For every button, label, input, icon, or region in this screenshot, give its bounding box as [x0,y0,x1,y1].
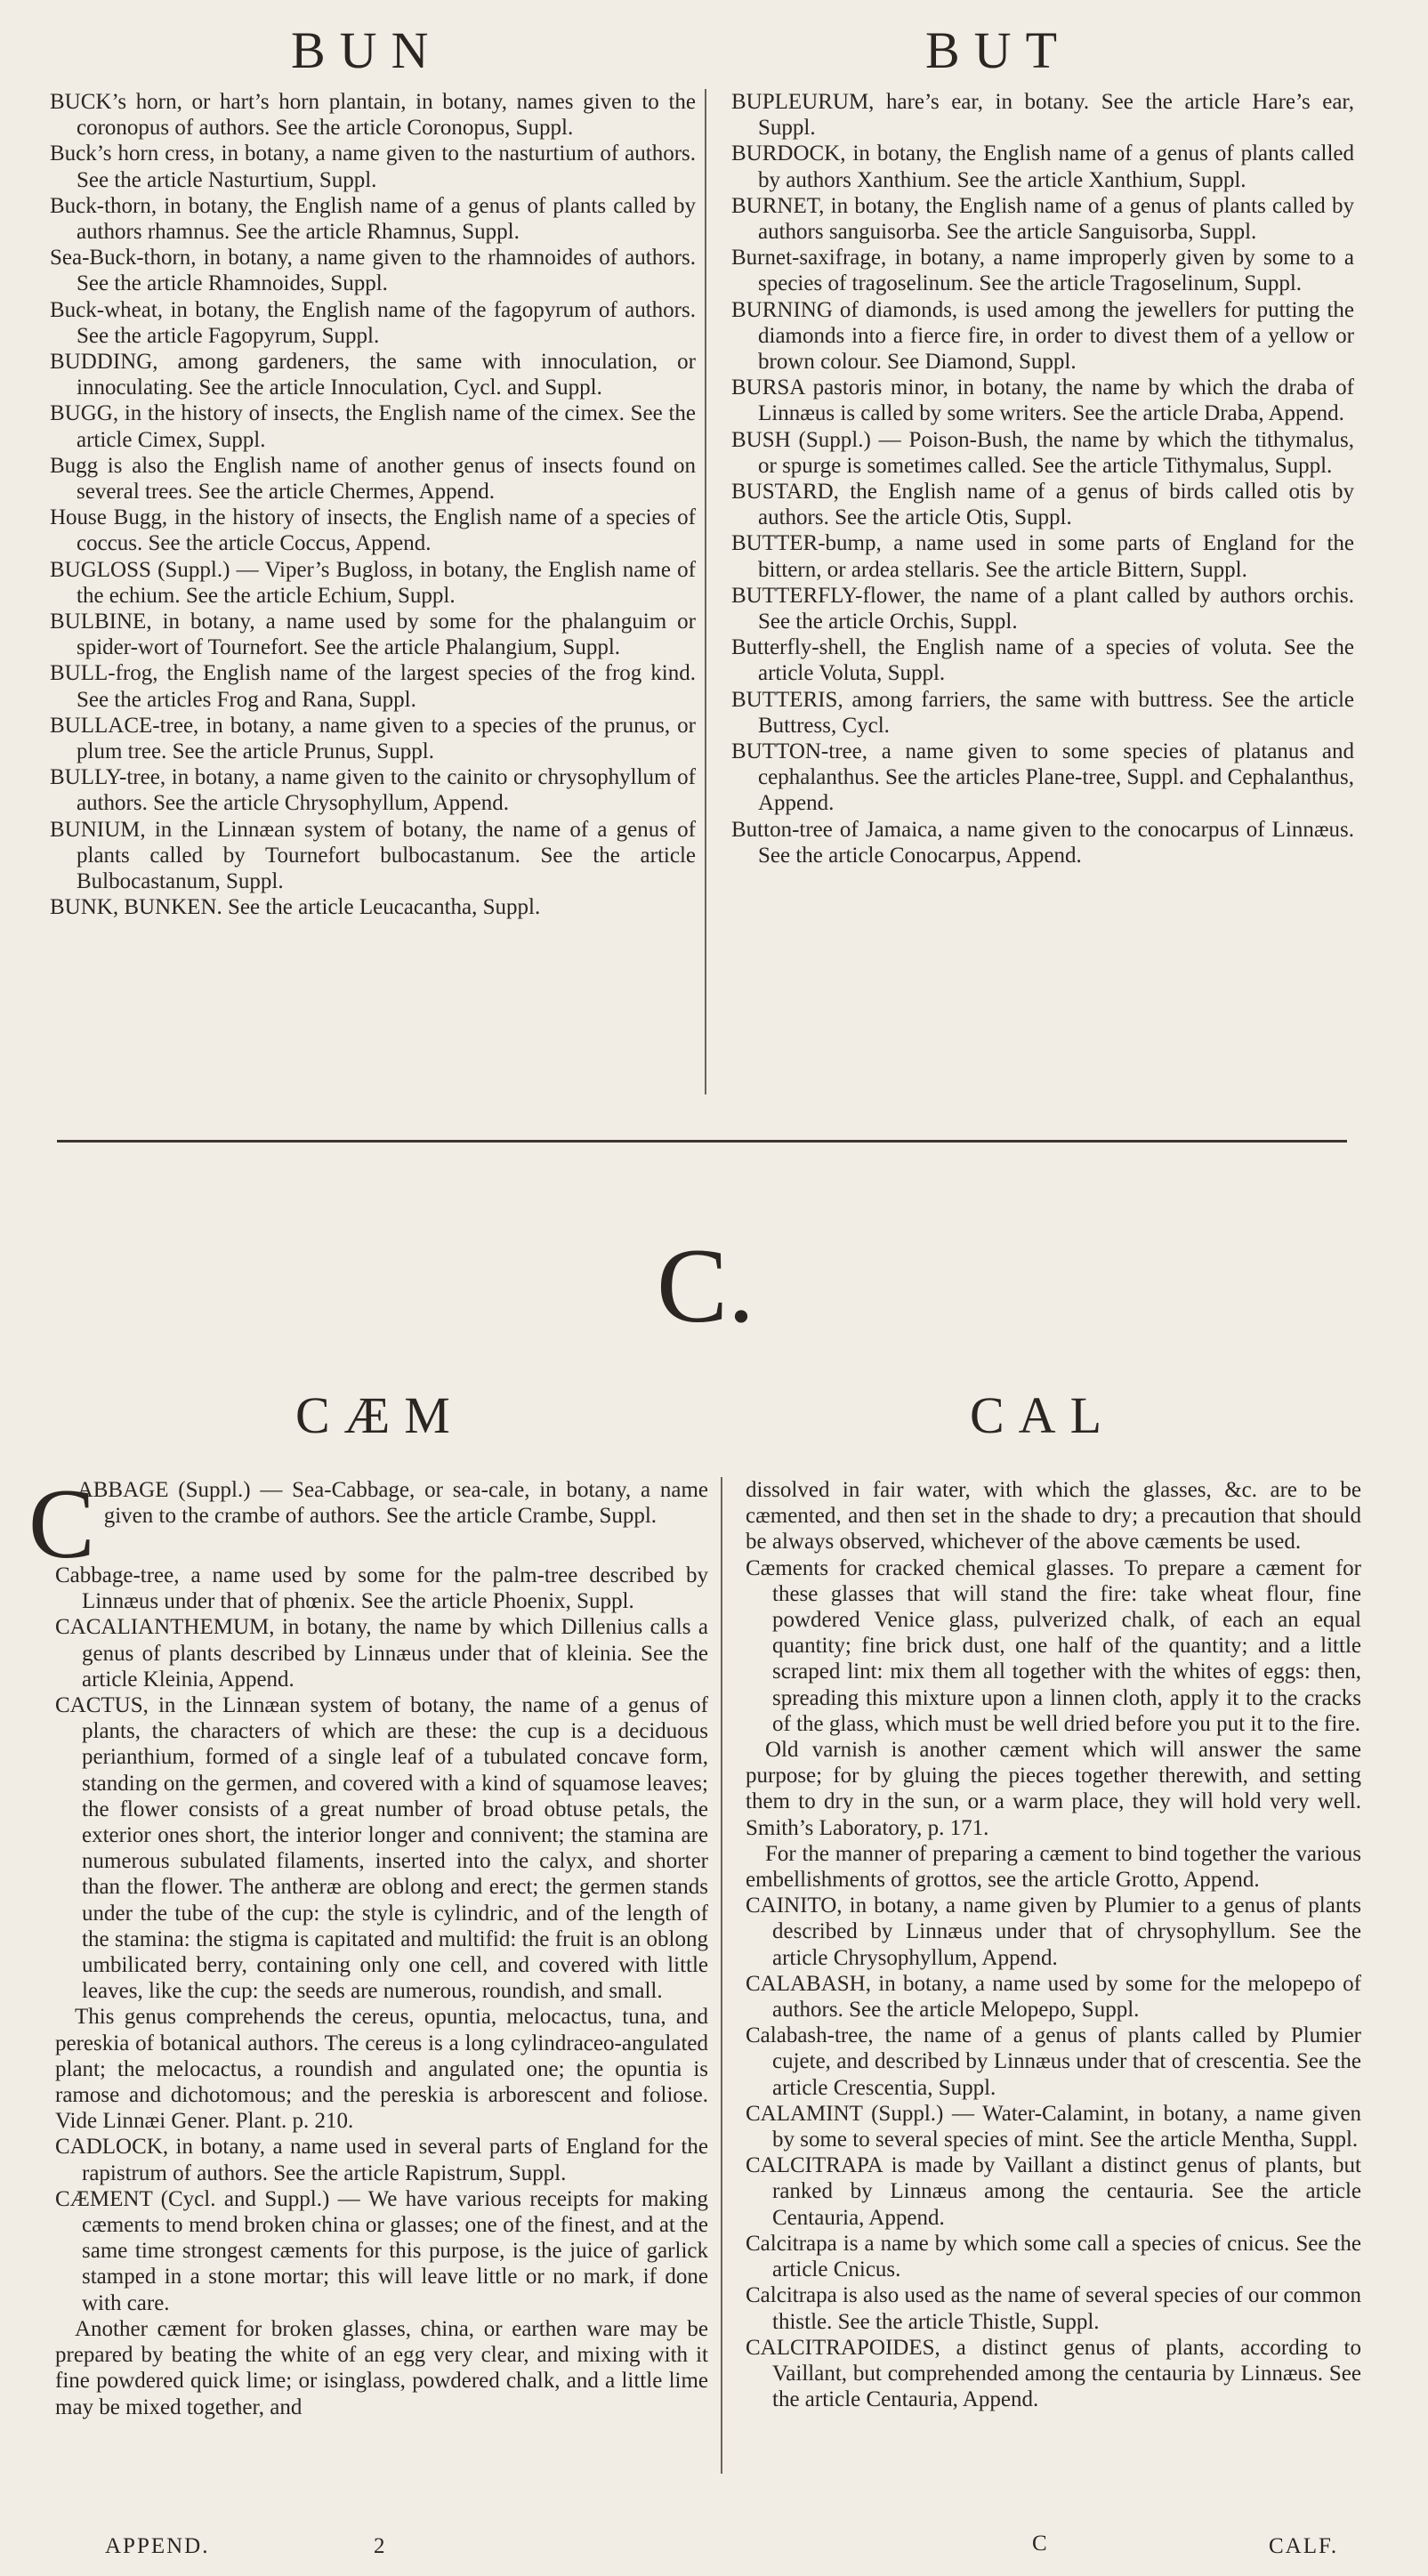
entry: Butterfly-shell, the English name of a species of voluta. See the article Voluta, Suppl. [731,635,1354,686]
entry: BUCK’s horn, or hart’s horn plantain, in botany, names given to the coronopus of authors. See the article Coronopus, Suppl. [50,90,696,141]
entry: CADLOCK, in botany, a name used in several parts of England for the rapistrum of authors. See the article Rapistrum, Suppl. [55,2135,708,2185]
entry: Cabbage-tree, a name used by some for the palm-tree described by Linnæus under that of phœnix. See the article Phoenix, Suppl. [55,1563,708,1614]
entry: House Bugg, in the history of insects, the English name of a species of coccus. See the article Coccus, Append. [50,505,696,556]
page-number: 2 [374,2534,387,2558]
top-left-column [50,89,696,921]
entry: BURDOCK, in botany, the English name of a genus of plants called by authors Xanthium. See the article Xanthium, Suppl. [731,141,1354,192]
top-right-column [731,89,1354,868]
catchword: CALF. [1269,2534,1339,2558]
entry: Buck’s horn cress, in botany, a name given to the nasturtium of authors. See the article Nasturtium, Suppl. [50,141,696,192]
entry: Calcitrapa is also used as the name of several species of our common thistle. See the article Thistle, Suppl. [746,2283,1361,2334]
entry: BUTTERFLY-flower, the name of a plant called by authors orchis. See the article Orchis, Suppl. [731,583,1354,634]
entry: CALABASH, in botany, a name used by some for the melopepo of authors. See the article Melopepo, Suppl. [746,1971,1361,2023]
paragraph: dissolved in fair water, with which the glasses, &c. are to be cæmented, and then set in the shade to dry; a precaution that should be always observed, whichever of the above cæments be used. [746,1478,1361,1554]
entry: CALCITRAPA is made by Vaillant a distinct genus of plants, but ranked by Linnæus among the centauria. See the article Centauria, Append. [746,2153,1361,2230]
entry: CACTUS, in the Linnæan system of botany, the name of a genus of plants, the characters of which are these: the cup is a deciduous perianthium, formed of a single leaf of a tubulated concave form, standing on the germen, and covered with a kind of squamose leaves; the flower consists of a great number of broad obtuse petals, the exterior ones short, the interior longer and connivent; the stamina are numerous subulated filaments, inserted into the calyx, and shorter than the flower. The antheræ are oblong and erect; the germen stands under the tube of the cup: the style is cylindric, and of the length of the stamina: the stigma is capitated and multifid: the fruit is an oblong umbilicated berry, containing only one cell, and covered with little leaves, like the cup: the seeds are numerous, roundish, and small. [55,1693,708,2004]
entry: Button-tree of Jamaica, a name given to the conocarpus of Linnæus. See the article Conocarpus, Append. [731,817,1354,868]
entry: Bugg is also the English name of another genus of insects found on several trees. See the article Chermes, Append. [50,453,696,505]
entry: BURNET, in botany, the English name of a genus of plants called by authors sanguisorba. See the article Sanguisorba, Suppl. [731,193,1354,245]
entry: Sea-Buck-thorn, in botany, a name given to the rhamnoides of authors. See the article Rhamnoides, Suppl. [50,246,696,296]
entry: BULL-frog, the English name of the largest species of the frog kind. See the articles Frog and Rana, Suppl. [50,661,696,712]
section-rule [57,1140,1347,1143]
bottom-right-column [746,1477,1361,2412]
entry: Calcitrapa is a name by which some call a species of cnicus. See the article Cnicus. [746,2231,1361,2282]
entry: BULLACE-tree, in botany, a name given to a species of the prunus, or plum tree. See the article Prunus, Suppl. [50,713,696,764]
entry: Calabash-tree, the name of a genus of plants called by Plumier cujete, and described by Linnæus under that of crescentia. See the article Crescentia, Suppl. [746,2023,1361,2100]
entry: BUTTON-tree, a name given to some species of platanus and cephalanthus. See the articles Plane-tree, Suppl. and Cephalanthus, Append. [731,739,1354,816]
entry: BUTTER-bump, a name used in some parts of England for the bittern, or ardea stellaris. See the article Bittern, Suppl. [731,531,1354,582]
entry: CALCITRAPOIDES, a distinct genus of plants, according to Vaillant, but comprehended among the centauria by Linnæus. See the article Centauria, Append. [746,2335,1361,2412]
entry: BUTTERIS, among farriers, the same with buttress. See the article Buttress, Cycl. [731,687,1354,738]
paragraph: Old varnish is another cæment which will answer the same purpose; for by gluing the pieces together therewith, and setting them to dry in the sun, or a warm place, they will hold very well. Smith’s Laboratory, p. 171. [746,1738,1361,1840]
running-head-right: BUT [925,21,1071,79]
entry: BUGLOSS (Suppl.) — Viper’s Bugloss, in botany, the English name of the echium. See the article Echium, Suppl. [50,557,696,608]
entry: Buck-thorn, in botany, the English name of a genus of plants called by authors rhamnus. See the article Rhamnus, Suppl. [50,193,696,245]
entry: BUGG, in the history of insects, the English name of the cimex. See the article Cimex, Suppl. [50,401,696,452]
entry: BUSH (Suppl.) — Poison-Bush, the name by which the tithymalus, or spurge is sometimes called. See the article Tithymalus, Suppl. [731,427,1354,478]
column-divider-top [705,89,706,1094]
entry: Buck-wheat, in botany, the English name of the fagopyrum of authors. See the article Fagopyrum, Suppl. [50,297,696,348]
entry: Cæments for cracked chemical glasses. To prepare a cæment for these glasses that will stand the fire: take wheat flour, fine powdered Venice glass, pulverized chalk, of each an equal quantity; fine brick dust, one half of the quantity; and a little scraped lint: mix them all together with the whites of eggs: then, spreading this mixture upon a linnen cloth, apply it to the cracks of the glass, which must be well dried before you put it to the fire. [746,1555,1361,1736]
entry: CALAMINT (Suppl.) — Water-Calamint, in botany, a name given by some to several species of mint. See the article Mentha, Suppl. [746,2101,1361,2152]
paragraph: Another cæment for broken glasses, china, or earthen ware may be prepared by beating the white of an egg very clear, and mixing with it fine powdered quick lime; or isinglass, powdered chalk, and a little lime may be mixed together, and [55,2316,708,2419]
entry: BURSA pastoris minor, in botany, the name by which the draba of Linnæus is called by some writers. See the article Draba, Append. [731,375,1354,426]
entry: C ABBAGE (Suppl.) — Sea-Cabbage, or sea-cale, in botany, a name given to the crambe of authors. See the article Crambe, Suppl. [28,1469,708,1579]
drop-capital: C [28,1469,95,1579]
entry: BUDDING, among gardeners, the same with innoculation, or innoculating. See the article Innoculation, Cycl. and Suppl. [50,350,696,400]
running-head-right: CAL [970,1386,1116,1444]
paragraph: For the manner of preparing a cæment to bind together the various embellishments of grottos, see the article Grotto, Append. [746,1841,1361,1893]
entry: BUSTARD, the English name of a genus of birds called otis by authors. See the article Otis, Suppl. [731,480,1354,530]
entry: BURNING of diamonds, is used among the jewellers for putting the diamonds into a fierce fire, in order to divest them of a yellow or brown colour. See Diamond, Suppl. [731,297,1354,375]
entry: BUPLEURUM, hare’s ear, in botany. See the article Hare’s ear, Suppl. [731,90,1354,141]
signature-mark: APPEND. [105,2534,210,2558]
sheet-letter: C [1032,2532,1049,2556]
entry: CAINITO, in botany, a name given by Plumier to a genus of plants described by Linnæus under that of chrysophyllum. See the article Chrysophyllum, Append. [746,1894,1361,1970]
section-letter: C. [657,1226,755,1345]
entry: BULLY-tree, in botany, a name given to the cainito or chrysophyllum of authors. See the article Chrysophyllum, Append. [50,765,696,816]
entry: BUNIUM, in the Linnæan system of botany, the name of a genus of plants called by Tournefort bulbocastanum. See the article Bulbocastanum, Suppl. [50,817,696,894]
entry: CACALIANTHEMUM, in botany, the name by which Dillenius calls a genus of plants described by Linnæus under that of kleinia. See the article Kleinia, Append. [55,1615,708,1692]
entry: BUNK, BUNKEN. See the article Leucacantha, Suppl. [50,895,541,920]
entry: CÆMENT (Cycl. and Suppl.) — We have various receipts for making cæments to mend broken china or glasses; one of the finest, and at the same time strongest cæments for this purpose, is the juice of garlick stamped in a stone mortar; this will leave little or no mark, if done with care. [55,2186,708,2315]
entry: Burnet-saxifrage, in botany, a name improperly given by some to a species of tragoselinum. See the article Tragoselinum, Suppl. [731,246,1354,296]
entry: BULBINE, in botany, a name used by some for the phalanguim or spider-wort of Tournefort. See the article Phalangium, Suppl. [50,610,696,660]
column-divider-bottom [721,1477,722,2474]
running-head-left: BUN [291,21,443,79]
paragraph: This genus comprehends the cereus, opuntia, melocactus, tuna, and pereskia of botanical authors. The cereus is a long cylindraceo-angulated plant; the melocactus, a roundish and angulated one; the opuntia is ramose and dichotomous; and the pereskia is arborescent and foliose. Vide Linnæi Gener. Plant. p. 210. [55,2005,708,2134]
running-head-left: CÆM [295,1386,464,1444]
bottom-left-column [28,1469,708,2420]
